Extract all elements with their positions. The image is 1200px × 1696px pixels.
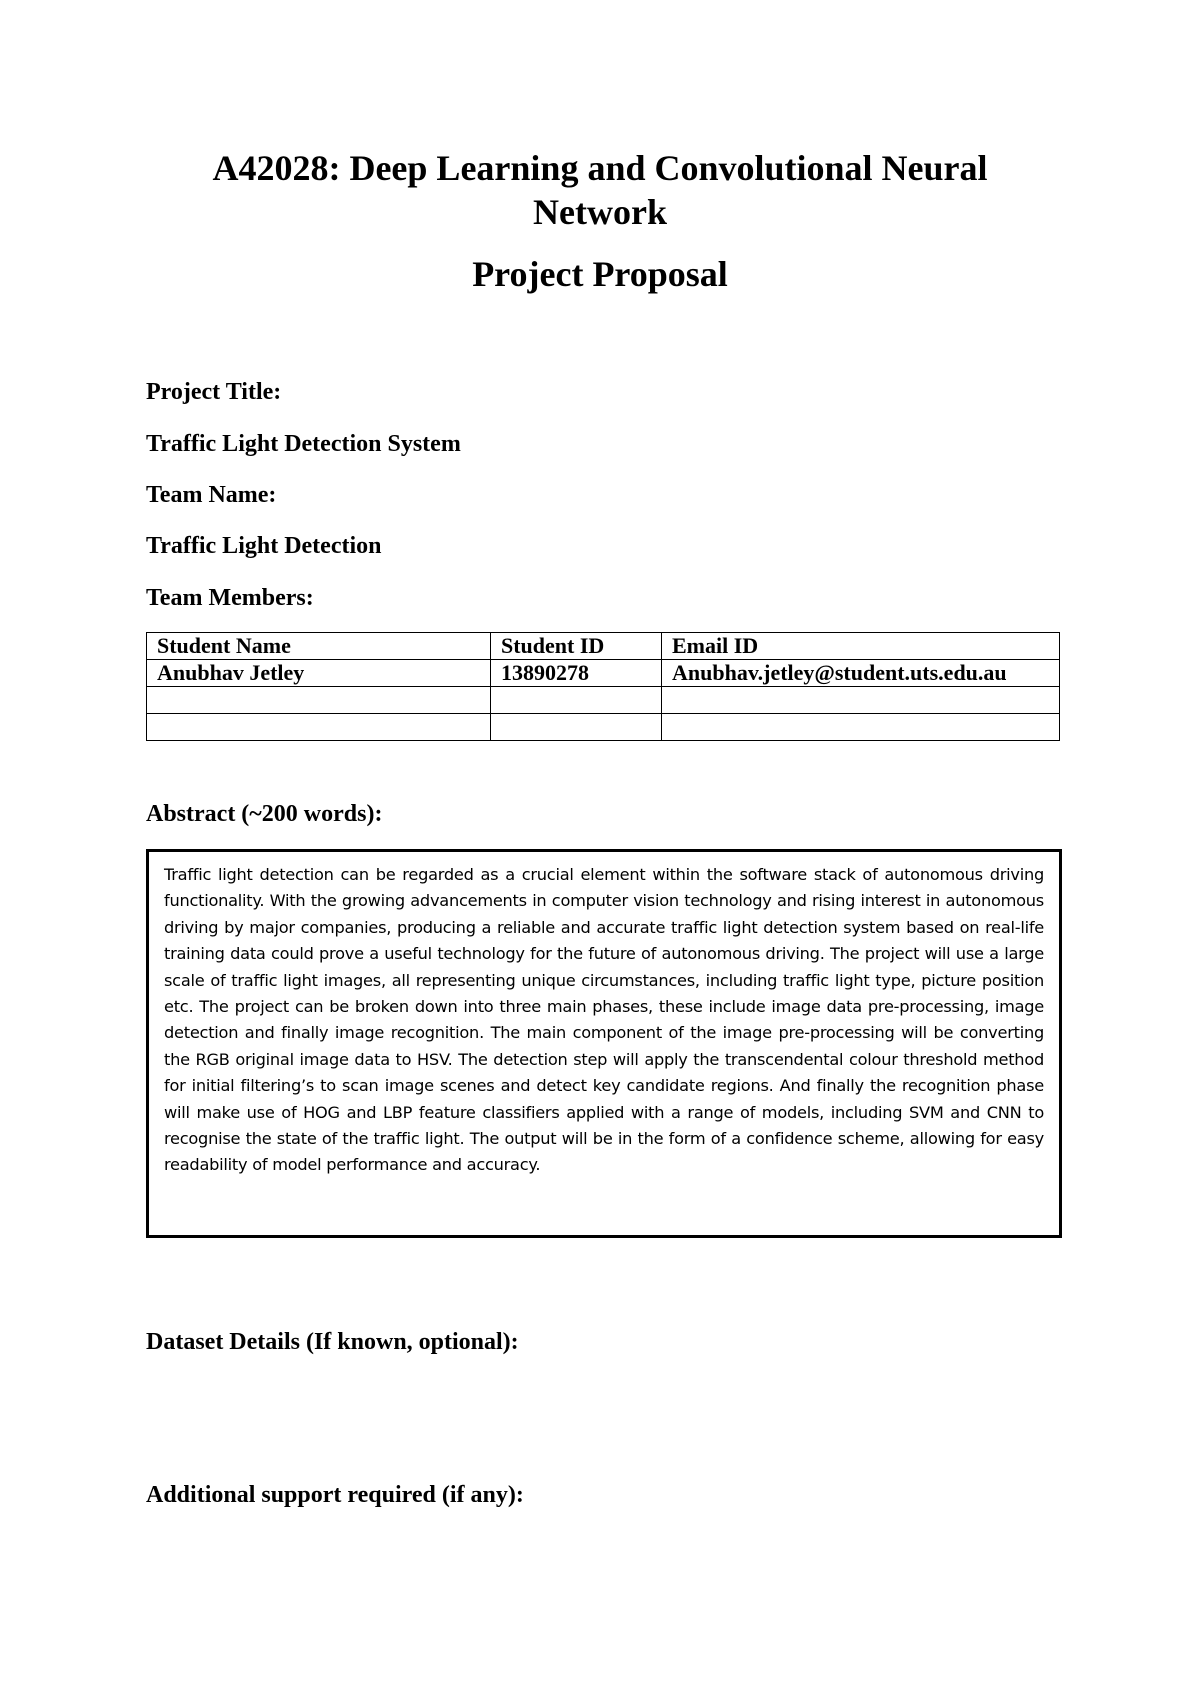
cell-email-id — [662, 687, 1060, 714]
header-student-name: Student Name — [147, 633, 491, 660]
team-members-table — [146, 632, 1060, 741]
team-name-label: Team Name: — [146, 482, 277, 508]
cell-student-name — [147, 714, 491, 741]
table-row — [147, 714, 1060, 741]
cell-email-id: Anubhav.jetley@student.uts.edu.au — [662, 660, 1060, 687]
team-members-label: Team Members: — [146, 585, 314, 611]
abstract-box — [146, 849, 1062, 1238]
document-type-heading: Project Proposal — [472, 254, 728, 294]
table-row — [147, 660, 1060, 687]
cell-student-name — [147, 687, 491, 714]
header-student-id: Student ID — [491, 633, 662, 660]
course-title-line2: Network — [533, 192, 667, 232]
abstract-text: Traffic light detection can be regarded as a crucial element within the software stack of autonomous driving functionality. With the growing advancements in computer vision technology and rising interest in autonomous driving by major companies, producing a reliable and accurate traffic light detection system based on real-life training data could prove a useful technology for the future of autonomous driving. The project will use a large scale of traffic light images, all representing unique circumstances, including traffic light type, picture position etc. The project can be broken down into three main phases, these include image data pre-processing, image detection and finally image recognition. The main component of the image pre-processing will be converting the RGB original image data to HSV. The detection step will apply the transcendental colour threshold method for initial filtering’s to scan image scenes and detect key candidate regions. And finally the recognition phase will make use of HOG and LBP feature classifiers applied with a range of models, including SVM and CNN to recognise the state of the traffic light. The output will be in the form of a confidence scheme, allowing for easy readability of model performance and accuracy. — [164, 865, 1044, 1175]
abstract-label: Abstract (~200 words): — [146, 801, 383, 827]
additional-support-label: Additional support required (if any): — [146, 1482, 524, 1508]
header-email-id: Email ID — [662, 633, 1060, 660]
cell-student-name: Anubhav Jetley — [147, 660, 491, 687]
cell-student-id — [491, 714, 662, 741]
cell-student-id — [491, 687, 662, 714]
table-row — [147, 687, 1060, 714]
project-title-value: Traffic Light Detection System — [146, 431, 461, 457]
team-name-value: Traffic Light Detection — [146, 533, 382, 559]
course-title-line1: A42028: Deep Learning and Convolutional Neural — [212, 148, 988, 188]
table-header-row — [147, 633, 1060, 660]
cell-email-id — [662, 714, 1060, 741]
project-title-label: Project Title: — [146, 379, 282, 405]
cell-student-id: 13890278 — [491, 660, 662, 687]
dataset-details-label: Dataset Details (If known, optional): — [146, 1329, 519, 1355]
